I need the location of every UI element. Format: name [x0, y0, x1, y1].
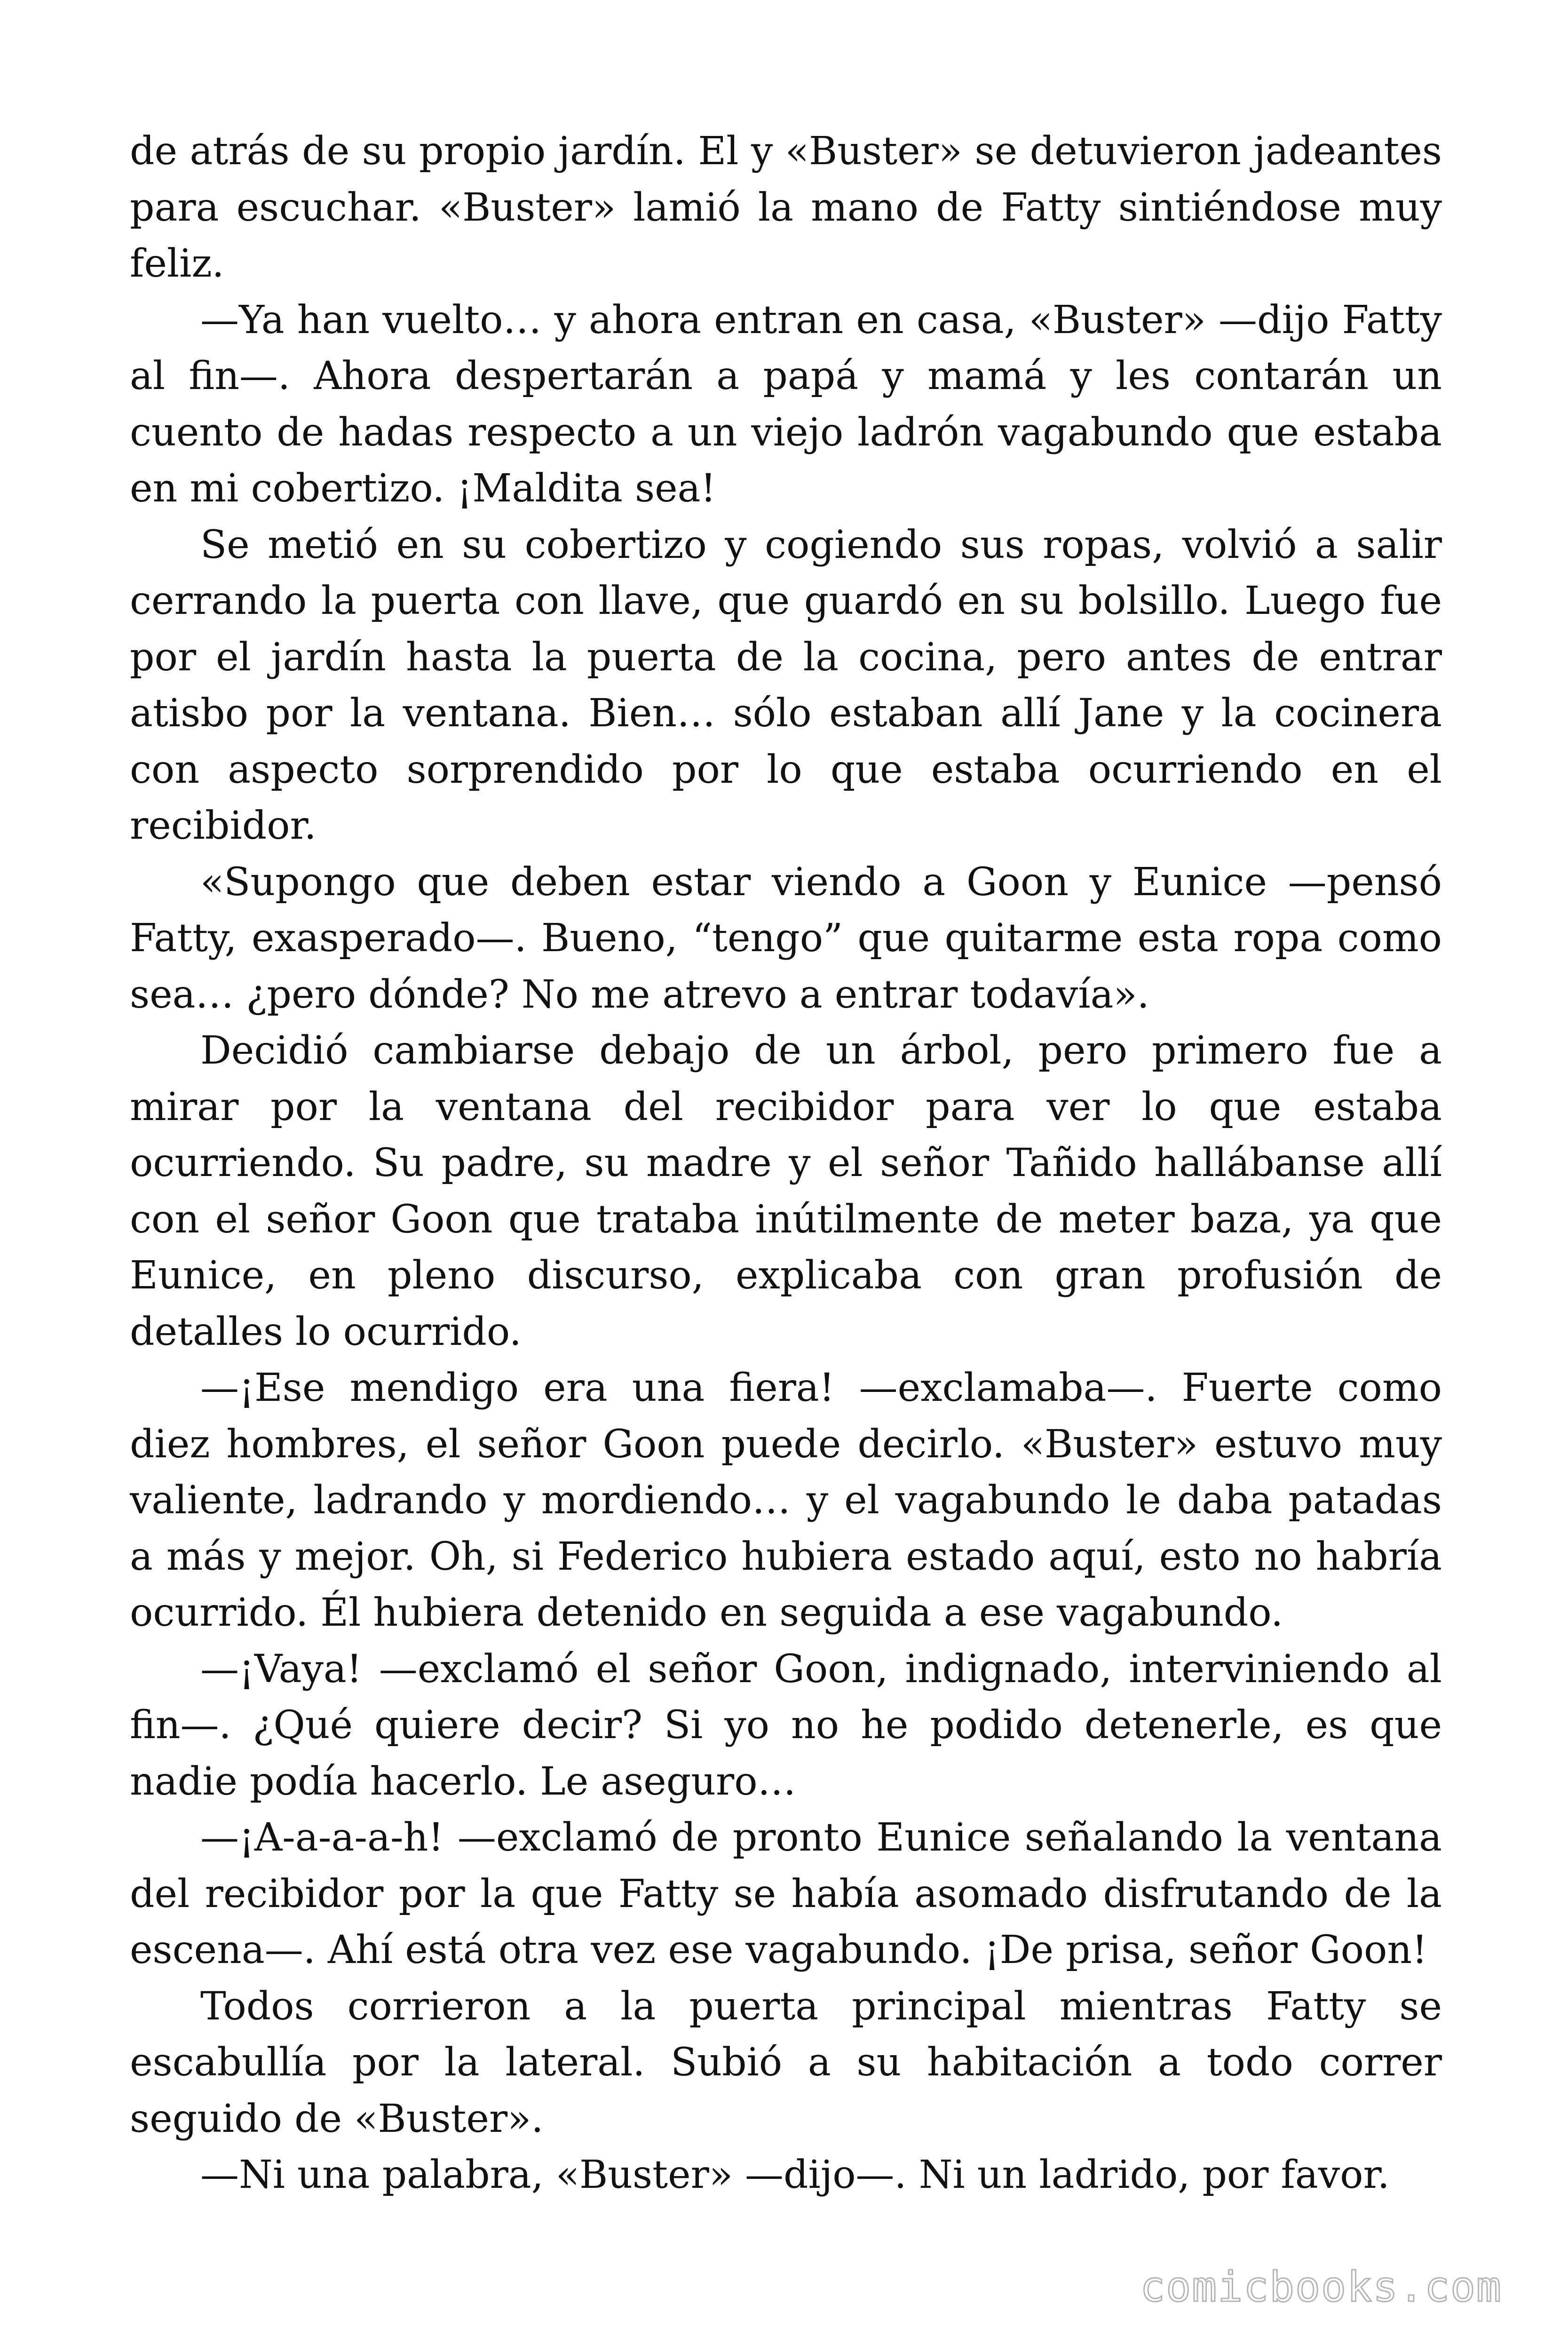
- paragraph: —¡Vaya! —exclamó el señor Goon, indignado, interviniendo al fin—. ¿Qué quiere decir? Si yo no he podido detenerle, es que nadie podía hacerlo. Le aseguro…: [130, 1646, 1442, 1804]
- page-body-text: [130, 123, 1442, 2203]
- paragraph: —Ya han vuelto… y ahora entran en casa, «Buster» —dijo Fatty al fin—. Ahora despertarán a papá y mamá y les contarán un cuento de hadas respecto a un viejo ladrón vagabundo que estaba en mi cobertizo. ¡Maldita sea!: [130, 297, 1442, 511]
- paragraph: Se metió en su cobertizo y cogiendo sus ropas, volvió a salir cerrando la puerta con llave, que guardó en su bolsillo. Luego fue por el jardín hasta la puerta de la cocina, pero antes de entrar atisbo por la ventana. Bien… sólo estaban allí Jane y la cocinera con aspecto sorprendido por lo que estaba ocurriendo en el recibidor.: [130, 522, 1442, 848]
- paragraph-continued: de atrás de su propio jardín. El y «Buster» se detuvieron jadeantes para escuchar. «Buster» lamió la mano de Fatty sintiéndose muy feliz.: [130, 129, 1442, 286]
- watermark-logo: comicbooks.com: [1140, 2263, 1502, 2311]
- paragraph: Todos corrieron a la puerta principal mientras Fatty se escabullía por la lateral. Subió a su habitación a todo correr seguido de «Buster».: [130, 1984, 1442, 2141]
- paragraph: —¡Ese mendigo era una fiera! —exclamaba—. Fuerte como diez hombres, el señor Goon puede decirlo. «Buster» estuvo muy valiente, ladrando y mordiendo… y el vagabundo le daba patadas a más y mejor. Oh, si Federico hubiera estado aquí, esto no habría ocurrido. Él hubiera detenido en seguida a ese vagabundo.: [130, 1366, 1442, 1635]
- paragraph: —Ni una palabra, «Buster» —dijo—. Ni un ladrido, por favor.: [200, 2153, 1390, 2197]
- paragraph: —¡A-a-a-a-h! —exclamó de pronto Eunice señalando la ventana del recibidor por la que Fatty se había asomado disfrutando de la escena—. Ahí está otra vez ese vagabundo. ¡De prisa, señor Goon!: [130, 1815, 1442, 1972]
- paragraph: «Supongo que deben estar viendo a Goon y Eunice —pensó Fatty, exasperado—. Bueno, “tengo” que quitarme esta ropa como sea… ¿pero dónde? No me atrevo a entrar todavía».: [130, 859, 1442, 1017]
- paragraph: Decidió cambiarse debajo de un árbol, pero primero fue a mirar por la ventana del recibidor para ver lo que estaba ocurriendo. Su padre, su madre y el señor Tañido hallábanse allí con el señor Goon que trataba inútilmente de meter baza, ya que Eunice, en pleno discurso, explicaba con gran profusión de detalles lo ocurrido.: [130, 1028, 1442, 1354]
